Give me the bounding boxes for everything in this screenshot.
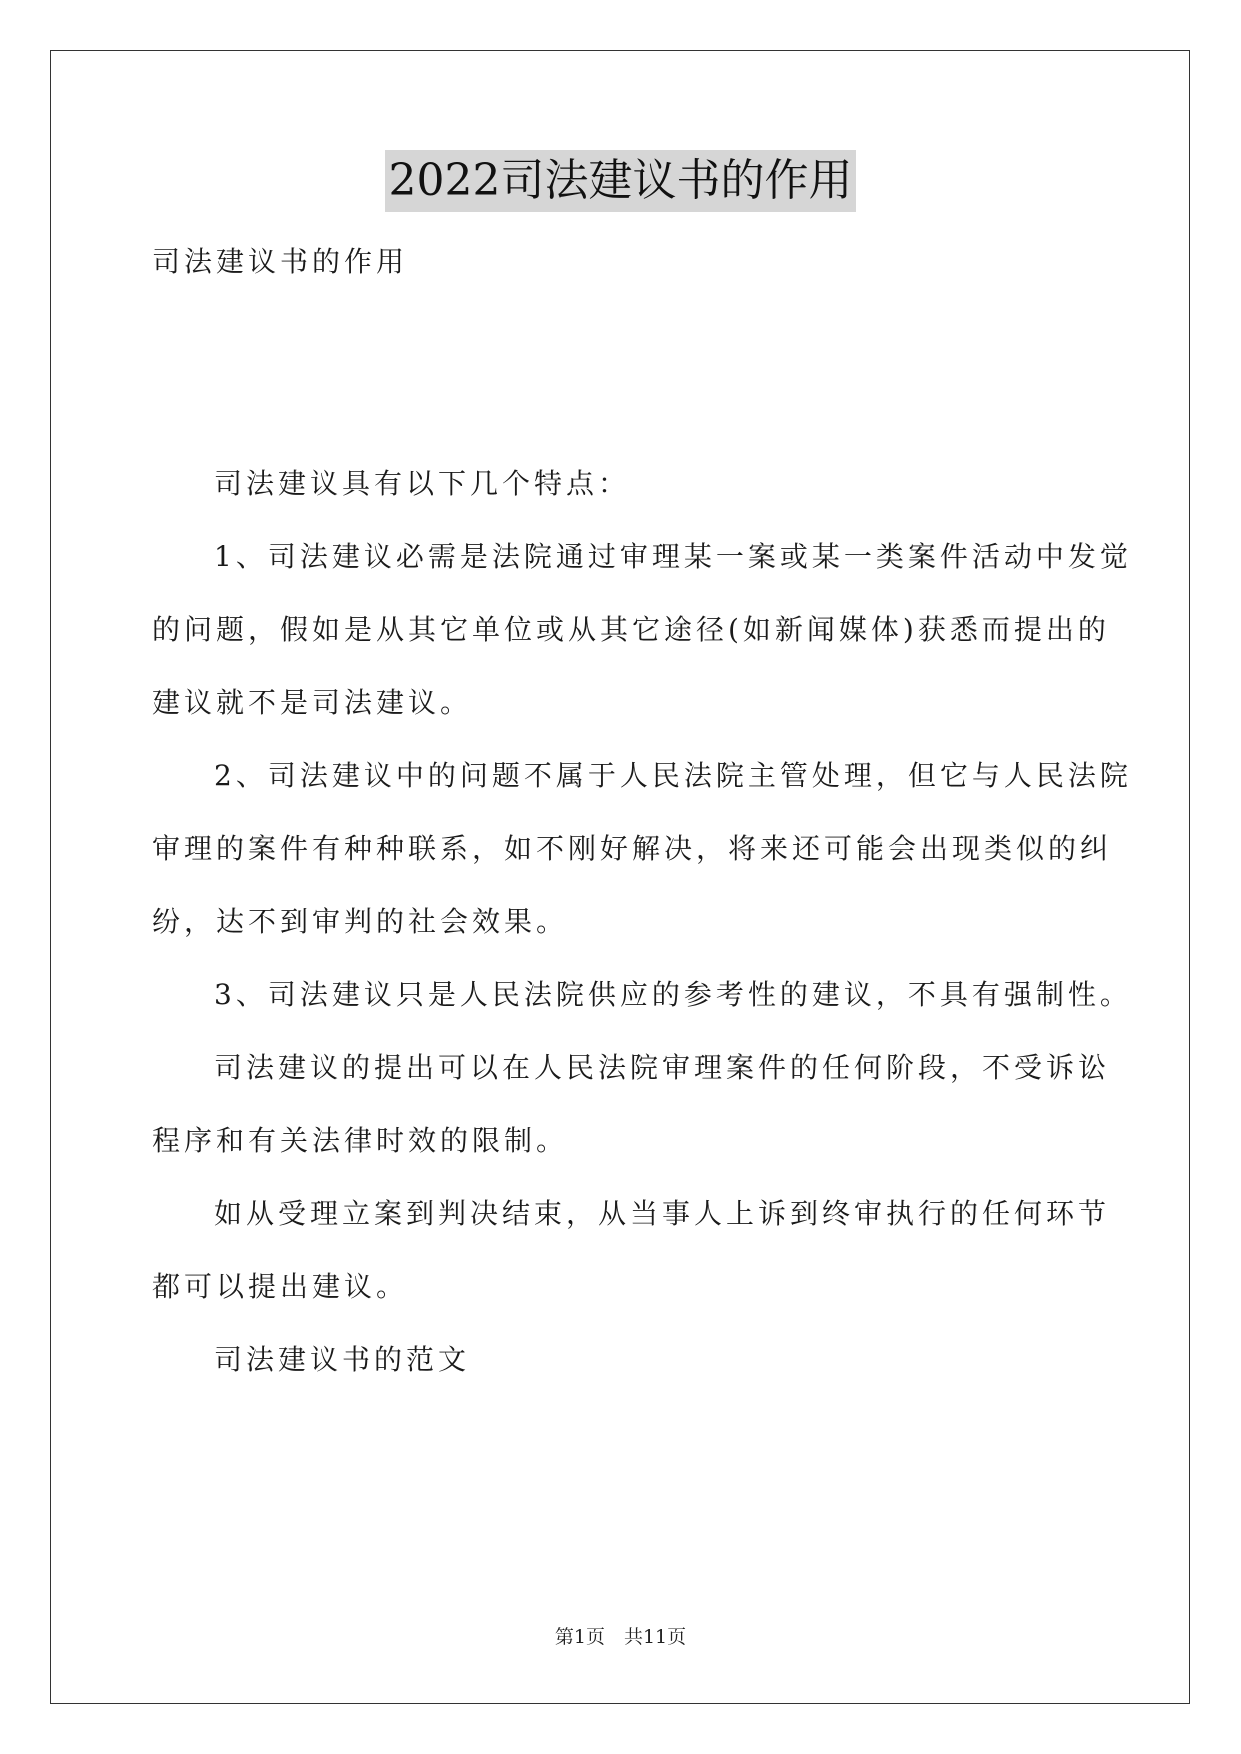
paragraph-line: 建议就不是司法建议。 [152, 686, 473, 719]
paragraph-line: 纷，达不到审判的社会效果。 [152, 905, 569, 938]
page-border [50, 50, 1190, 1704]
paragraph-line: 程序和有关法律时效的限制。 [152, 1124, 569, 1157]
paragraph-line: 2、司法建议中的问题不属于人民法院主管处理，但它与人民法院 [214, 759, 1132, 792]
subtitle-line: 司法建议书的作用 [152, 245, 409, 278]
paragraph-line: 3、司法建议只是人民法院供应的参考性的建议，不具有强制性。 [214, 978, 1132, 1011]
paragraph-line: 如从受理立案到判决结束，从当事人上诉到终审执行的任何环节 [214, 1197, 1111, 1230]
page-number-footer: 第1页 共11页 [554, 1626, 687, 1648]
section-heading-line: 司法建议书的范文 [214, 1343, 471, 1376]
paragraph-line: 的问题，假如是从其它单位或从其它途径(如新闻媒体)获悉而提出的 [152, 613, 1110, 646]
title-container [0, 150, 1241, 212]
paragraph-line: 都可以提出建议。 [152, 1270, 409, 1303]
paragraph-line: 司法建议的提出可以在人民法院审理案件的任何阶段，不受诉讼 [214, 1051, 1111, 1084]
paragraph-line: 1、司法建议必需是法院通过审理某一案或某一类案件活动中发觉 [214, 540, 1132, 573]
paragraph-line: 司法建议具有以下几个特点： [214, 467, 631, 500]
paragraph-line: 审理的案件有种种联系，如不刚好解决，将来还可能会出现类似的纠 [152, 832, 1113, 865]
document-title: 2022司法建议书的作用 [385, 150, 857, 212]
